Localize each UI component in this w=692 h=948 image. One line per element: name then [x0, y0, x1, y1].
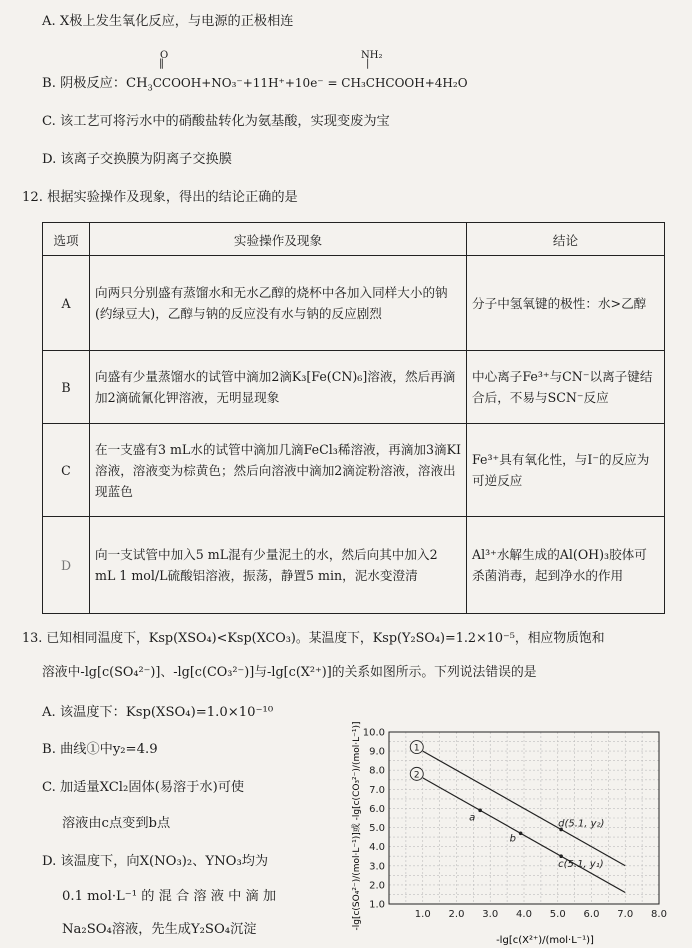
x-axis-label: -lg[c(X²⁺)/(mol·L⁻¹)] — [496, 935, 594, 946]
x-tick-label: 5.0 — [549, 909, 566, 920]
y-tick-label: 7.0 — [369, 784, 385, 796]
solubility-chart — [345, 718, 675, 948]
x-tick-label: 8.0 — [651, 909, 667, 920]
q11-option-c: C. 该工艺可将污水中的硝酸盐转化为氨基酸，实现变废为宝 — [42, 114, 390, 129]
series-label: 2 — [413, 770, 420, 781]
y-tick-label: 10.0 — [362, 727, 385, 739]
experiment-table — [42, 222, 665, 614]
x-tick-label: 1.0 — [414, 909, 431, 920]
table-row — [43, 351, 665, 424]
header-operation: 实验操作及现象 — [90, 223, 467, 256]
q12-stem: 12. 根据实验操作及现象，得出的结论正确的是 — [22, 190, 298, 205]
row-conclusion: 分子中氢氧键的极性：水>乙醇 — [467, 256, 665, 351]
y-tick-label: 4.0 — [369, 842, 385, 854]
y-tick-label: 6.0 — [369, 803, 385, 815]
x-tick-label: 3.0 — [482, 909, 499, 920]
q13-option-d-line1: D. 该温度下，向X(NO₃)₂、YNO₃均为 — [42, 854, 269, 869]
q13-option-a: A. 该温度下：Ksp(XSO₄)=1.0×10⁻¹⁰ — [42, 705, 274, 720]
y-tick-label: 2.0 — [369, 880, 385, 892]
row-option: C — [43, 424, 90, 517]
y-tick-label: 8.0 — [369, 765, 385, 777]
row-operation: 在一支盛有3 mL水的试管中滴加几滴FeCl₃稀溶液，再滴加3滴KI溶液，溶液变为棕黄色；然后向溶液中滴加2滴淀粉溶液，溶液出现蓝色 — [90, 424, 467, 517]
header-conclusion: 结论 — [467, 223, 665, 256]
row-option: A — [43, 256, 90, 351]
data-point-label: a — [469, 812, 476, 824]
y-tick-label: 3.0 — [369, 861, 385, 873]
y-tick-label: 5.0 — [369, 823, 385, 835]
q13-option-b: B. 曲线①中y₂=4.9 — [42, 742, 158, 757]
q13-option-c-line2: 溶液由c点变到b点 — [62, 816, 171, 831]
carbonyl-oxygen: O — [160, 50, 169, 61]
data-point — [559, 854, 563, 858]
row-option: D — [43, 517, 90, 614]
header-option: 选项 — [43, 223, 90, 256]
q13-stem-line1: 13. 已知相同温度下，Ksp(XSO₄)<Ksp(XCO₃)。某温度下，Ksp(Y₂SO₄)=1.2×10⁻⁵，相应物质饱和 — [22, 631, 605, 646]
row-operation: 向一支试管中加入5 mL混有少量泥土的水，然后向其中加入2 mL 1 mol/L硫酸铝溶液，振荡，静置5 min，泥水变澄清 — [90, 517, 467, 614]
table-row — [43, 424, 665, 517]
table-header-row — [43, 223, 665, 256]
q13-option-c-line1: C. 加适量XCl₂固体(易溶于水)可使 — [42, 780, 245, 795]
data-point — [519, 831, 523, 835]
series-label: 1 — [413, 743, 420, 754]
row-operation: 向两只分别盛有蒸馏水和无水乙醇的烧杯中各加入同样大小的钠(约绿豆大)，乙醇与钠的反应没有水与钠的反应剧烈 — [90, 256, 467, 351]
q11-option-d: D. 该离子交换膜为阴离子交换膜 — [42, 152, 232, 167]
y-axis-label: -lg[c(SO₄²⁻)/(mol·L⁻¹)]或 -lg[c(CO₃²⁻)/(mol·L⁻¹)] — [352, 721, 362, 931]
x-tick-label: 4.0 — [516, 909, 532, 920]
amino-bond-mark: | — [366, 58, 370, 69]
q11-option-a: A. X极上发生氧化反应，与电源的正极相连 — [42, 14, 294, 29]
x-tick-label: 6.0 — [583, 909, 600, 920]
row-operation: 向盛有少量蒸馏水的试管中滴加2滴K₃[Fe(CN)₆]溶液，然后再滴加2滴硫氰化钾溶液，无明显现象 — [90, 351, 467, 424]
q13-option-d-line2: 0.1 mol·L⁻¹ 的 混 合 溶 液 中 滴 加 — [62, 889, 277, 904]
data-point-label: b — [509, 833, 516, 845]
row-conclusion: 中心离子Fe³⁺与CN⁻以离子键结合后，不易与SCN⁻反应 — [467, 351, 665, 424]
x-tick-label: 2.0 — [448, 909, 465, 920]
row-conclusion: Fe³⁺具有氧化性，与I⁻的反应为可逆反应 — [467, 424, 665, 517]
row-option: B — [43, 351, 90, 424]
table-row — [43, 517, 665, 614]
data-point-label: d(5.1, y₂) — [558, 818, 605, 830]
x-tick-label: 7.0 — [617, 909, 634, 920]
data-point — [478, 809, 482, 813]
amino-group: NH₂ — [361, 50, 383, 61]
y-tick-label: 1.0 — [369, 899, 385, 911]
q13-stem-line2: 溶液中-lg[c(SO₄²⁻)]、-lg[c(CO₃²⁻)]与-lg[c(X²⁺)]的关系如图所示。下列说法错误的是 — [42, 665, 537, 680]
data-point-label: c(5.1, y₁) — [558, 859, 604, 871]
q11-option-b: B. 阴极反应：$CH_3CCOOH+NO_3^-+11H^++10e^-$ = CH₃CHCOOH+4H₂O — [42, 76, 468, 93]
double-bond-mark: ‖ — [159, 58, 164, 69]
table-row — [43, 256, 665, 351]
q13-option-d-line3: Na₂SO₄溶液，先生成Y₂SO₄沉淀 — [62, 922, 257, 937]
row-conclusion: Al³⁺水解生成的Al(OH)₃胶体可杀菌消毒，起到净水的作用 — [467, 517, 665, 614]
y-tick-label: 9.0 — [369, 746, 385, 758]
